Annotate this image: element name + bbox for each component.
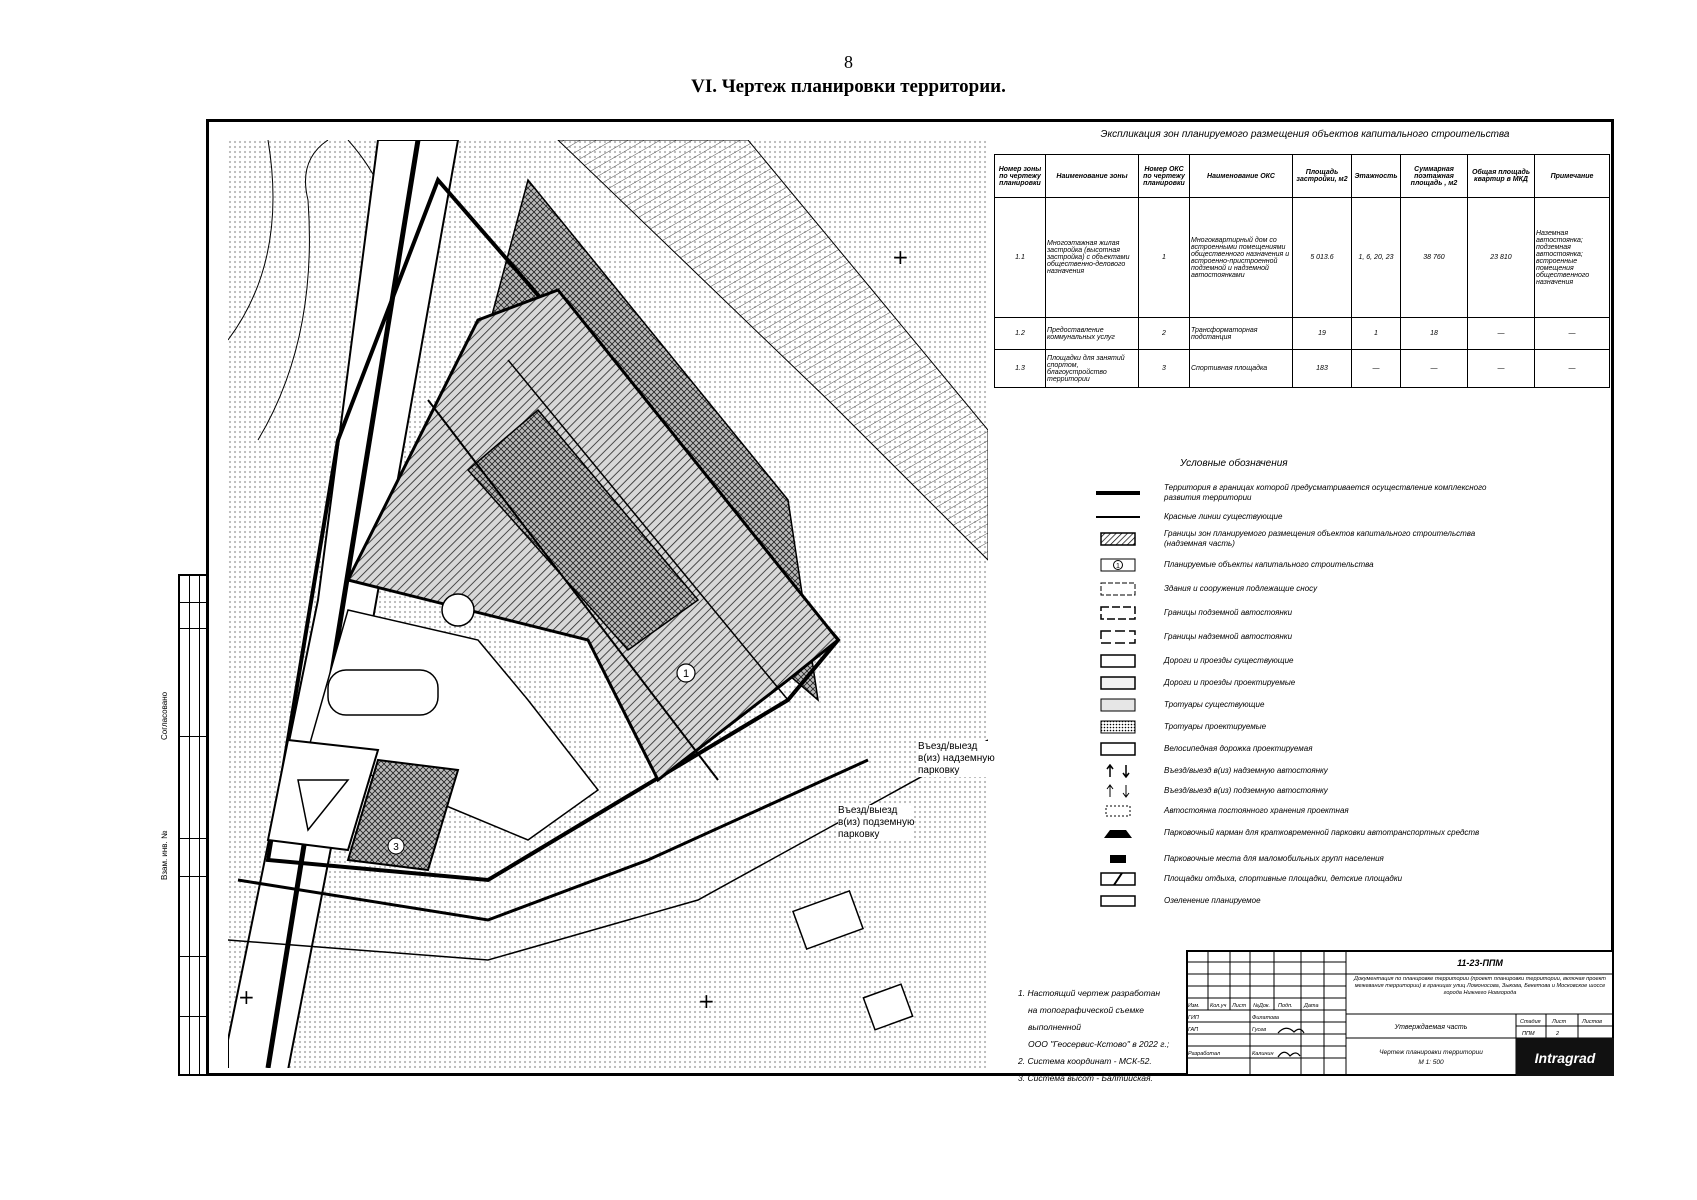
tb-description: Документация по планировке территории (проект планировки территории, включая проект межевания территории) в границах улиц Ломоносова, Зыкова, Бекетова и Московское шоссе города Нижнего Новгорода — [1354, 976, 1606, 996]
build-area: 5 013.6 — [1293, 198, 1352, 318]
floors: 1 — [1352, 318, 1401, 350]
table-header: Площадь застройки, м2 — [1293, 155, 1352, 198]
table-header-row — [995, 155, 1610, 198]
note: Наземная автостоянка; подземная автостоянка; встроенные помещения общественного назначения — [1535, 198, 1610, 318]
side-label-inv: Взам. инв. № — [160, 830, 169, 880]
flats-area: — — [1468, 350, 1535, 388]
legend-item: Тротуары проектируемые — [1096, 719, 1504, 735]
build-area: 19 — [1293, 318, 1352, 350]
zone-name: Многоэтажная жилая застройка (высотная застройка) с объектами общественно-делового назначения — [1046, 198, 1139, 318]
oks-name: Многоквартирный дом со встроенными помещениями общественного назначения и встроенно-пристроенной подземной и надземной автостоянками — [1190, 198, 1293, 318]
object-3-label: 3 — [393, 842, 399, 853]
legend-item: 1 Планируемые объекты капитального строительства — [1096, 557, 1504, 573]
tb-code: 11-23-ППМ — [1457, 958, 1503, 968]
legend-item: Тротуары существующие — [1096, 697, 1504, 713]
oks-number: 3 — [1139, 350, 1190, 388]
zone-number: 1.2 — [995, 318, 1046, 350]
legend-item: Красные линии существующие — [1164, 512, 1283, 521]
table-header: Номер ОКС по чертежу планировки — [1139, 155, 1190, 198]
callout-entry-below: Въезд/выезд в(из) подземную парковку — [838, 805, 915, 840]
flats-area: — — [1468, 318, 1535, 350]
flats-area: 23 810 — [1468, 198, 1535, 318]
oks-name: Спортивная площадка — [1190, 350, 1293, 388]
legend-planned-object-number: 1 — [1116, 563, 1120, 570]
tb-col-date: Дата — [1304, 1003, 1319, 1009]
tb-role-gap: ГАП — [1188, 1027, 1199, 1033]
oks-number: 1 — [1139, 198, 1190, 318]
total-area: 18 — [1401, 318, 1468, 350]
tb-role-gip: ГИП — [1188, 1015, 1199, 1021]
legend-item: Озеленение планируемое — [1096, 893, 1504, 909]
table-row — [995, 198, 1610, 318]
tb-part: Утверждаемая часть — [1394, 1024, 1468, 1031]
svg-text:+: + — [698, 989, 715, 1013]
tb-role-dev: Разработал — [1188, 1051, 1221, 1057]
table-row — [995, 318, 1610, 350]
legend-item: Дороги и проезды проектируемые — [1096, 675, 1504, 691]
table-header: Суммарная поэтажная площадь , м2 — [1401, 155, 1468, 198]
table-header: Этажность — [1352, 155, 1401, 198]
tb-sheet-h: Лист — [1552, 1019, 1567, 1025]
tb-col-list: Лист — [1232, 1003, 1247, 1009]
table-row — [995, 350, 1610, 388]
note: — — [1535, 350, 1610, 388]
planning-map — [228, 140, 988, 1068]
tb-col-kol: Кол.уч — [1210, 1003, 1227, 1009]
tb-col-izm: Изм. — [1188, 1003, 1200, 1009]
total-area: — — [1401, 350, 1468, 388]
zone-number: 1.3 — [995, 350, 1046, 388]
legend-item: Парковочный карман для кратковременной парковки автотранспортных средств — [1096, 825, 1504, 841]
table-header: Примечание — [1535, 155, 1610, 198]
side-stamp-strip — [178, 574, 208, 1076]
tb-sheets-h: Листов — [1582, 1019, 1603, 1025]
tb-name-2: Гусев — [1252, 1027, 1267, 1033]
floors: 1, 6, 20, 23 — [1352, 198, 1401, 318]
zone-number: 1.1 — [995, 198, 1046, 318]
callout-entry-above: Въезд/выезд в(из) надземную парковку — [918, 741, 995, 776]
title-block — [1186, 950, 1614, 1076]
zone-name: Площадки для занятий спортом, благоустройство территории — [1046, 350, 1139, 388]
page-heading: VI. Чертеж планировки территории. — [691, 76, 1006, 97]
tb-col-sign: Подп. — [1278, 1003, 1293, 1009]
table-header: Наименование ОКС — [1190, 155, 1293, 198]
object-1-label: 1 — [682, 668, 690, 680]
floors: — — [1352, 350, 1401, 388]
legend-item: Въезд/выезд в(из) подземную автостоянку — [1096, 783, 1504, 799]
note: — — [1535, 318, 1610, 350]
explication-title: Экспликация зон планируемого размещения объектов капитального строительства — [1100, 129, 1510, 140]
drawing-notes: 1. Настоящий чертеж разработан на топографической съемке выполненной ООО "Геосервис-Кстово" в 2022 г.; 2. Система координат - МСК-52. 3. Система высот - Балтийская. — [1018, 988, 1170, 1083]
total-area: 38 760 — [1401, 198, 1468, 318]
tb-name-1: Филатова — [1252, 1015, 1279, 1021]
build-area: 183 — [1293, 350, 1352, 388]
tb-name-3: Калинин — [1252, 1051, 1274, 1057]
tb-col-doc: №Док. — [1253, 1003, 1271, 1009]
legend-item: Площадки отдыха, спортивные площадки, детские площадки — [1096, 871, 1504, 887]
legend-item: Автостоянка постоянного хранения проектная — [1096, 803, 1504, 819]
zone-name: Предоставление коммунальных услуг — [1046, 318, 1139, 350]
oks-name: Трансформаторная подстанция — [1190, 318, 1293, 350]
legend-item: Дороги и проезды существующие — [1096, 653, 1504, 669]
table-header: Номер зоны по чертежу планировки — [995, 155, 1046, 198]
oks-number: 2 — [1139, 318, 1190, 350]
tb-stage-v: ППМ — [1522, 1031, 1535, 1037]
explication-table — [994, 154, 1610, 388]
legend-item: Велосипедная дорожка проектируемая — [1096, 741, 1504, 757]
tb-drawing: Чертеж планировки территории — [1379, 1049, 1483, 1056]
legend-item: Границы надземной автостоянки — [1096, 629, 1504, 645]
tb-stage-h: Стадия — [1520, 1019, 1541, 1025]
table-header: Общая площадь квартир в МКД — [1468, 155, 1535, 198]
page-number: 8 — [844, 52, 853, 72]
legend-title: Условные обозначения — [1180, 458, 1288, 469]
legend-item: Въезд/выезд в(из) надземную автостоянку — [1096, 763, 1504, 779]
legend-item: Парковочные места для маломобильных групп населения — [1096, 851, 1504, 867]
svg-text:+: + — [238, 985, 255, 1009]
tb-sheet-v: 2 — [1556, 1031, 1560, 1037]
table-header: Наименование зоны — [1046, 155, 1139, 198]
tb-logo: Intragrad — [1534, 1050, 1596, 1066]
legend-item: Границы зон планируемого размещения объектов капитального строительства (надземная часть) — [1096, 531, 1504, 547]
tb-scale: М 1: 500 — [1418, 1059, 1444, 1066]
legend-item: Здания и сооружения подлежащие сносу — [1096, 581, 1504, 597]
side-label-agreed: Согласовано — [160, 691, 169, 740]
legend-item: Территория в границах которой предусматривается осуществление комплексного развития территории — [1096, 485, 1504, 501]
legend-item: Границы подземной автостоянки — [1096, 605, 1504, 621]
svg-text:+: + — [892, 245, 909, 269]
